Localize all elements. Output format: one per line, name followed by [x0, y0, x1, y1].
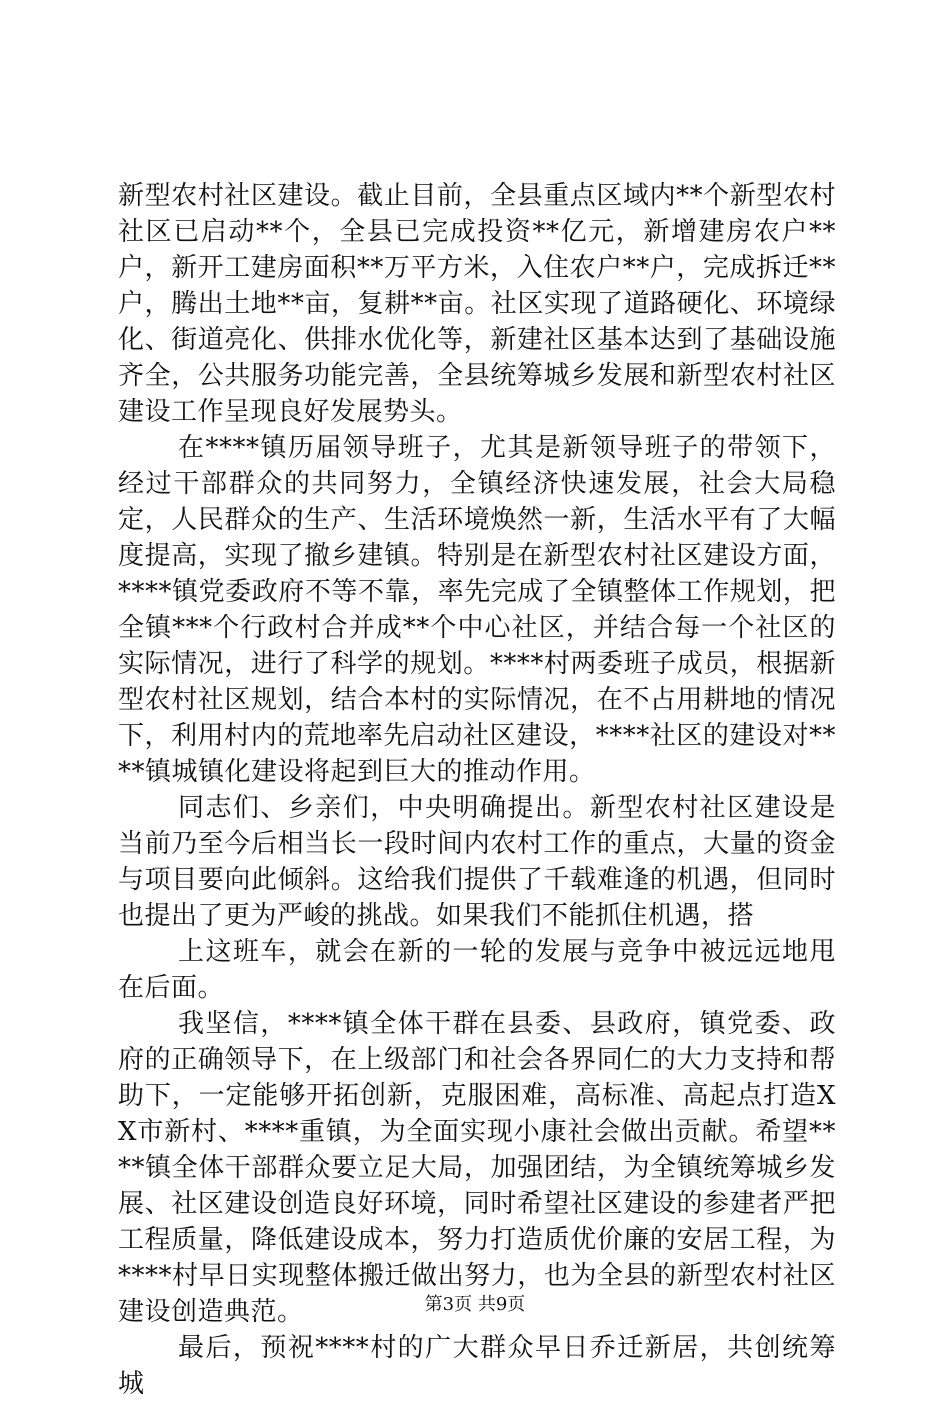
page-footer: 第3页 共9页: [424, 1294, 526, 1315]
document-body: [118, 178, 836, 1402]
paragraph-5: 我坚信，****镇全体干群在县委、县政府，镇党委、政府的正确领导下，在上级部门和社会各界同仁的大力支持和帮助下，一定能够开拓创新，克服困难，高标准、高起点打造XX市新村、****重镇，为全面实现小康社会做出贡献。希望****镇全体干部群众要立足大局，加强团结，为全镇统筹城乡发展、社区建设创造良好环境，同时希望社区建设的参建者严把工程质量，降低建设成本，努力打造质优价廉的安居工程，为****村早日实现整体搬迁做出努力，也为全县的新型农村社区建设创造典范。: [118, 1009, 836, 1327]
paragraph-4: 上这班车，就会在新的一轮的发展与竞争中被远远地甩在后面。: [118, 937, 836, 1003]
paragraph-1: 新型农村社区建设。截止目前，全县重点区域内**个新型农村社区已启动**个，全县已完成投资**亿元，新增建房农户**户，新开工建房面积**万平方米，入住农户**户，完成拆迁**户，腾出土地**亩，复耕**亩。社区实现了道路硬化、环境绿化、街道亮化、供排水优化等，新建社区基本达到了基础设施齐全，公共服务功能完善，全县统筹城乡发展和新型农村社区建设工作呈现良好发展势头。: [118, 181, 836, 427]
paragraph-6: 最后，预祝****村的广大群众早日乔迁新居，共创统筹城: [118, 1333, 836, 1399]
paragraph-2: 在****镇历届领导班子，尤其是新领导班子的带领下，经过干部群众的共同努力，全镇经济快速发展，社会大局稳定，人民群众的生产、生活环境焕然一新，生活水平有了大幅度提高，实现了撤乡建镇。特别是在新型农村社区建设方面，****镇党委政府不等不靠，率先完成了全镇整体工作规划，把全镇***个行政村合并成**个中心社区，并结合每一个社区的实际情况，进行了科学的规划。****村两委班子成员，根据新型农村社区规划，结合本村的实际情况，在不占用耕地的情况下，利用村内的荒地率先启动社区建设，****社区的建设对****镇城镇化建设将起到巨大的推动作用。: [118, 433, 836, 787]
paragraph-3: 同志们、乡亲们，中央明确提出。新型农村社区建设是当前乃至今后相当长一段时间内农村工作的重点，大量的资金与项目要向此倾斜。这给我们提供了千载难逢的机遇，但同时也提出了更为严峻的挑战。如果我们不能抓住机遇，搭: [118, 793, 836, 931]
